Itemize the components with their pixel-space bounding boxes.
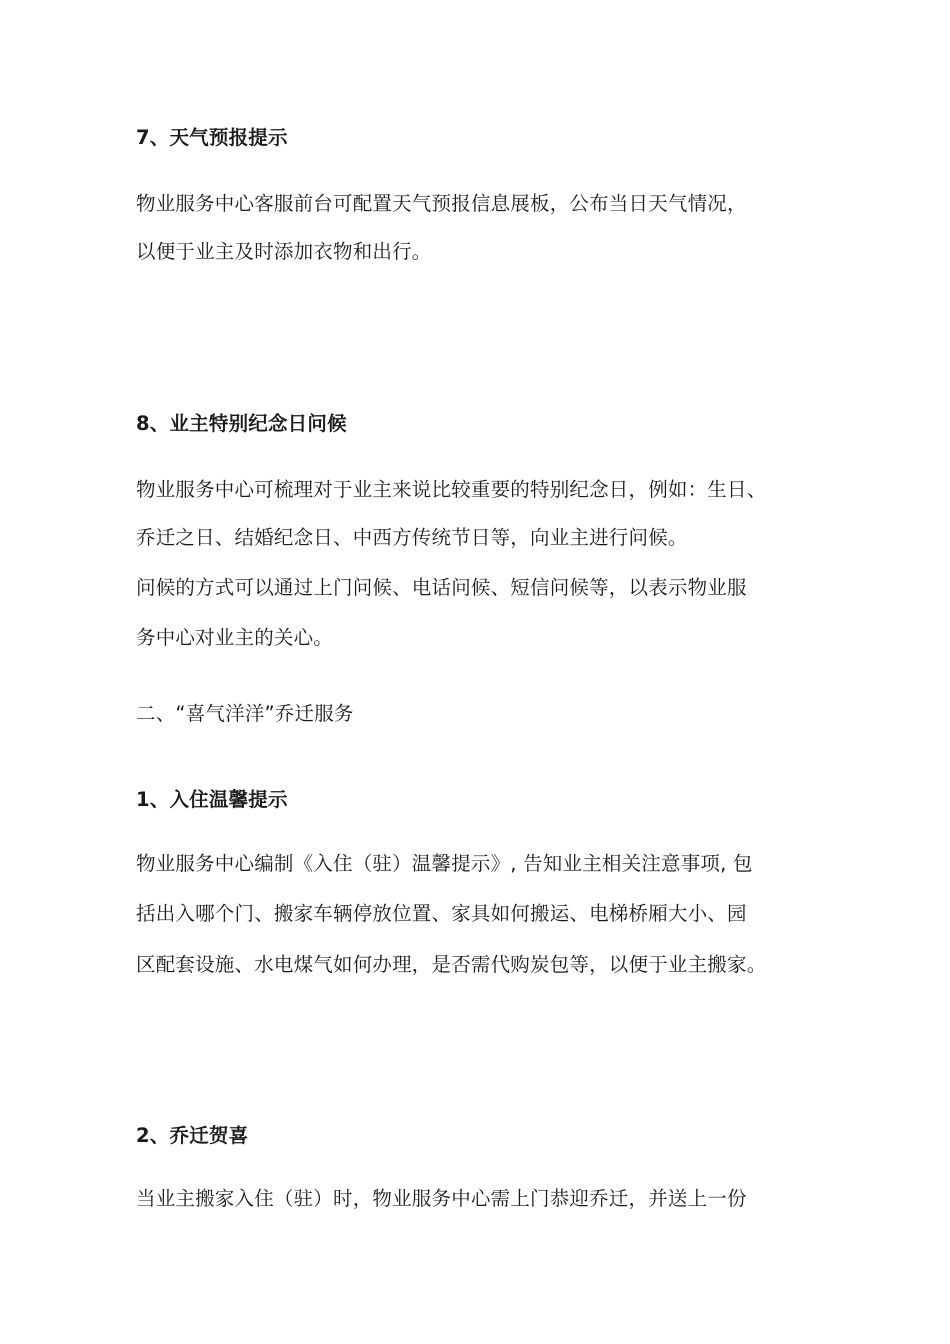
part-title: 二、“喜气洋洋”乔迁服务: [136, 702, 354, 725]
section-heading-housewarming: 2、乔迁贺喜: [136, 1124, 249, 1147]
section-heading-move-in-tips: 1、入住温馨提示: [136, 788, 288, 811]
paragraph-line: 括出入哪个门、搬家车辆停放位置、家具如何搬运、电梯桥厢大小、园: [136, 902, 747, 925]
paragraph-line: 物业服务中心编制《入住（驻）温馨提示》, 告知业主相关注意事项, 包: [136, 852, 753, 875]
paragraph-line: 以便于业主及时添加衣物和出行。: [136, 240, 432, 263]
section-heading-weather: 7、天气预报提示: [136, 126, 288, 149]
paragraph-line: 当业主搬家入住（驻）时，物业服务中心需上门恭迎乔迁，并送上一份: [136, 1187, 747, 1210]
paragraph-line: 乔迁之日、结婚纪念日、中西方传统节日等，向业主进行问候。: [136, 526, 688, 549]
section-heading-anniversary: 8、业主特别纪念日问候: [136, 412, 347, 435]
paragraph-line: 问候的方式可以通过上门问候、电话问候、短信问候等，以表示物业服: [136, 576, 747, 599]
paragraph-line: 物业服务中心可梳理对于业主来说比较重要的特别纪念日，例如：生日、: [136, 478, 767, 501]
paragraph-line: 物业服务中心客服前台可配置天气预报信息展板，公布当日天气情况，: [136, 192, 747, 215]
paragraph-line: 务中心对业主的关心。: [136, 626, 334, 649]
paragraph-line: 区配套设施、水电煤气如何办理，是否需代购炭包等，以便于业主搬家。: [136, 953, 767, 976]
